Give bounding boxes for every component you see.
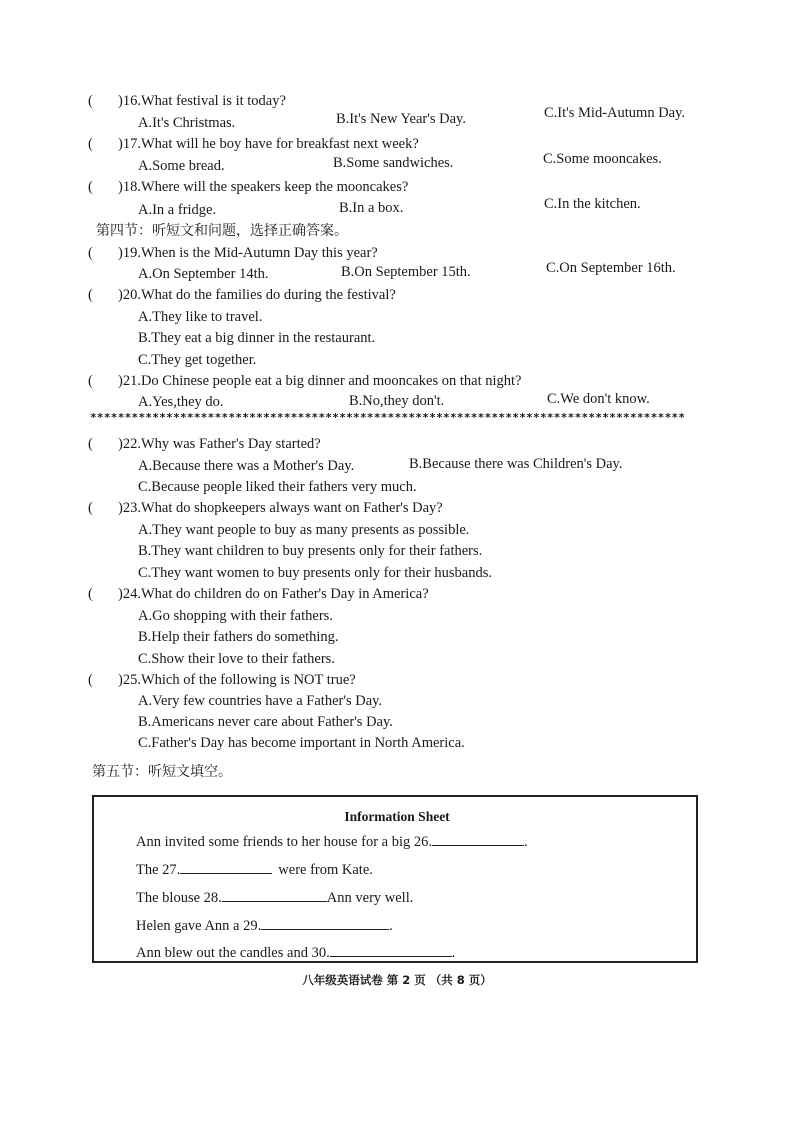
question-text: )22.Why was Father's Day started? — [118, 436, 321, 452]
blank-27[interactable] — [180, 859, 272, 874]
question-text: )23.What do shopkeepers always want on Father's Day? — [118, 500, 443, 516]
answer-bracket: ( — [88, 672, 93, 688]
question-21 — [88, 372, 521, 390]
fill-line-29 — [136, 915, 393, 935]
fill-text: . — [389, 918, 393, 934]
answer-bracket: ( — [88, 287, 93, 303]
option-b: B.It's New Year's Day. — [336, 111, 466, 127]
option-a: A.Because there was a Mother's Day. — [138, 458, 355, 474]
question-text: )20.What do the families do during the festival? — [118, 287, 396, 303]
fill-text: were from Kate. — [278, 862, 373, 878]
question-20 — [88, 286, 396, 304]
fill-text: Ann invited some friends to her house for a big 26. — [136, 834, 432, 850]
option-a: A.Some bread. — [138, 158, 225, 174]
answer-bracket: ( — [88, 436, 93, 452]
fill-text: The blouse 28. — [136, 890, 222, 906]
question-text: )25.Which of the following is NOT true? — [118, 672, 356, 688]
option-a: A.In a fridge. — [138, 202, 217, 218]
fill-text: Ann blew out the candles and 30. — [136, 945, 330, 961]
option-b: B.On September 15th. — [341, 264, 471, 280]
fill-line-26 — [136, 831, 528, 851]
question-18 — [88, 178, 408, 196]
answer-bracket: ( — [88, 500, 93, 516]
blank-29[interactable] — [261, 915, 389, 930]
option-c: C.On September 16th. — [546, 260, 676, 276]
question-23 — [88, 499, 443, 517]
option-a: A.On September 14th. — [138, 266, 269, 282]
fill-text: The 27. — [136, 862, 181, 878]
blank-26[interactable] — [432, 831, 524, 846]
blank-28[interactable] — [222, 887, 327, 902]
option-c: C.In the kitchen. — [544, 196, 641, 212]
option-c: C.They want women to buy presents only for their husbands. — [138, 565, 492, 581]
option-c: C.Show their love to their fathers. — [138, 651, 335, 667]
option-b: B.They want children to buy presents only for their fathers. — [138, 543, 483, 559]
option-a: A.They want people to buy as many presents as possible. — [138, 522, 470, 538]
answer-bracket: ( — [88, 93, 93, 109]
fill-text: . — [451, 945, 456, 961]
option-a: A.Go shopping with their fathers. — [138, 608, 333, 624]
answer-bracket: ( — [88, 373, 93, 389]
section-5-heading: 第五节：听短文填空。 — [92, 764, 232, 780]
fill-line-27 — [136, 859, 373, 879]
page-footer: 八年级英语试卷 第 2 页 （共 8 页） — [302, 973, 492, 987]
question-text: )21.Do Chinese people eat a big dinner and mooncakes on that night? — [118, 373, 522, 389]
information-sheet — [92, 795, 698, 963]
question-19 — [88, 244, 378, 262]
information-sheet-title: Information Sheet — [344, 809, 450, 824]
option-a: A.They like to travel. — [138, 309, 263, 325]
question-text: )19.When is the Mid-Autumn Day this year? — [118, 245, 378, 261]
question-text: )16.What festival is it today? — [118, 93, 286, 109]
fill-line-30 — [136, 942, 455, 962]
answer-bracket: ( — [88, 245, 93, 261]
option-b: B.Help their fathers do something. — [138, 629, 339, 645]
question-text: )24.What do children do on Father's Day in America? — [118, 586, 429, 602]
option-a: A.Very few countries have a Father's Day. — [138, 693, 383, 709]
question-25 — [88, 671, 356, 689]
answer-bracket: ( — [88, 179, 93, 195]
option-b: B.No,they don't. — [349, 393, 445, 409]
option-a: A.Yes,they do. — [138, 394, 224, 410]
fill-text: . — [523, 834, 528, 850]
option-b: B.In a box. — [339, 200, 404, 216]
option-c: C.Father's Day has become important in North America. — [138, 735, 465, 751]
answer-bracket: ( — [88, 586, 93, 602]
option-c: C.Because people liked their fathers very much. — [138, 479, 417, 495]
blank-30[interactable] — [330, 942, 452, 957]
question-17 — [88, 135, 419, 153]
fill-line-28 — [136, 887, 413, 907]
option-c: C.Some mooncakes. — [543, 151, 662, 167]
section-4-heading: 第四节：听短文和问题，选择正确答案。 — [96, 223, 348, 239]
question-16 — [88, 92, 286, 110]
option-b: B.Americans never care about Father's Day. — [138, 714, 393, 730]
option-a: A.It's Christmas. — [138, 115, 236, 131]
answer-bracket: ( — [88, 136, 93, 152]
question-text: )17.What will he boy have for breakfast next week? — [118, 136, 419, 152]
option-c: C.We don't know. — [547, 391, 650, 407]
question-22 — [88, 435, 321, 453]
question-text: )18.Where will the speakers keep the mooncakes? — [118, 179, 409, 195]
star-divider: ************************************************************************************** — [90, 411, 686, 424]
fill-text: Helen gave Ann a 29. — [136, 918, 262, 934]
fill-text: Ann very well. — [326, 890, 414, 906]
option-b: B.Some sandwiches. — [333, 155, 454, 171]
option-b: B.They eat a big dinner in the restaurant. — [138, 330, 376, 346]
option-c: C.They get together. — [138, 352, 257, 368]
option-c: C.It's Mid-Autumn Day. — [544, 105, 686, 121]
question-24 — [88, 585, 429, 603]
option-b: B.Because there was Children's Day. — [409, 456, 623, 472]
